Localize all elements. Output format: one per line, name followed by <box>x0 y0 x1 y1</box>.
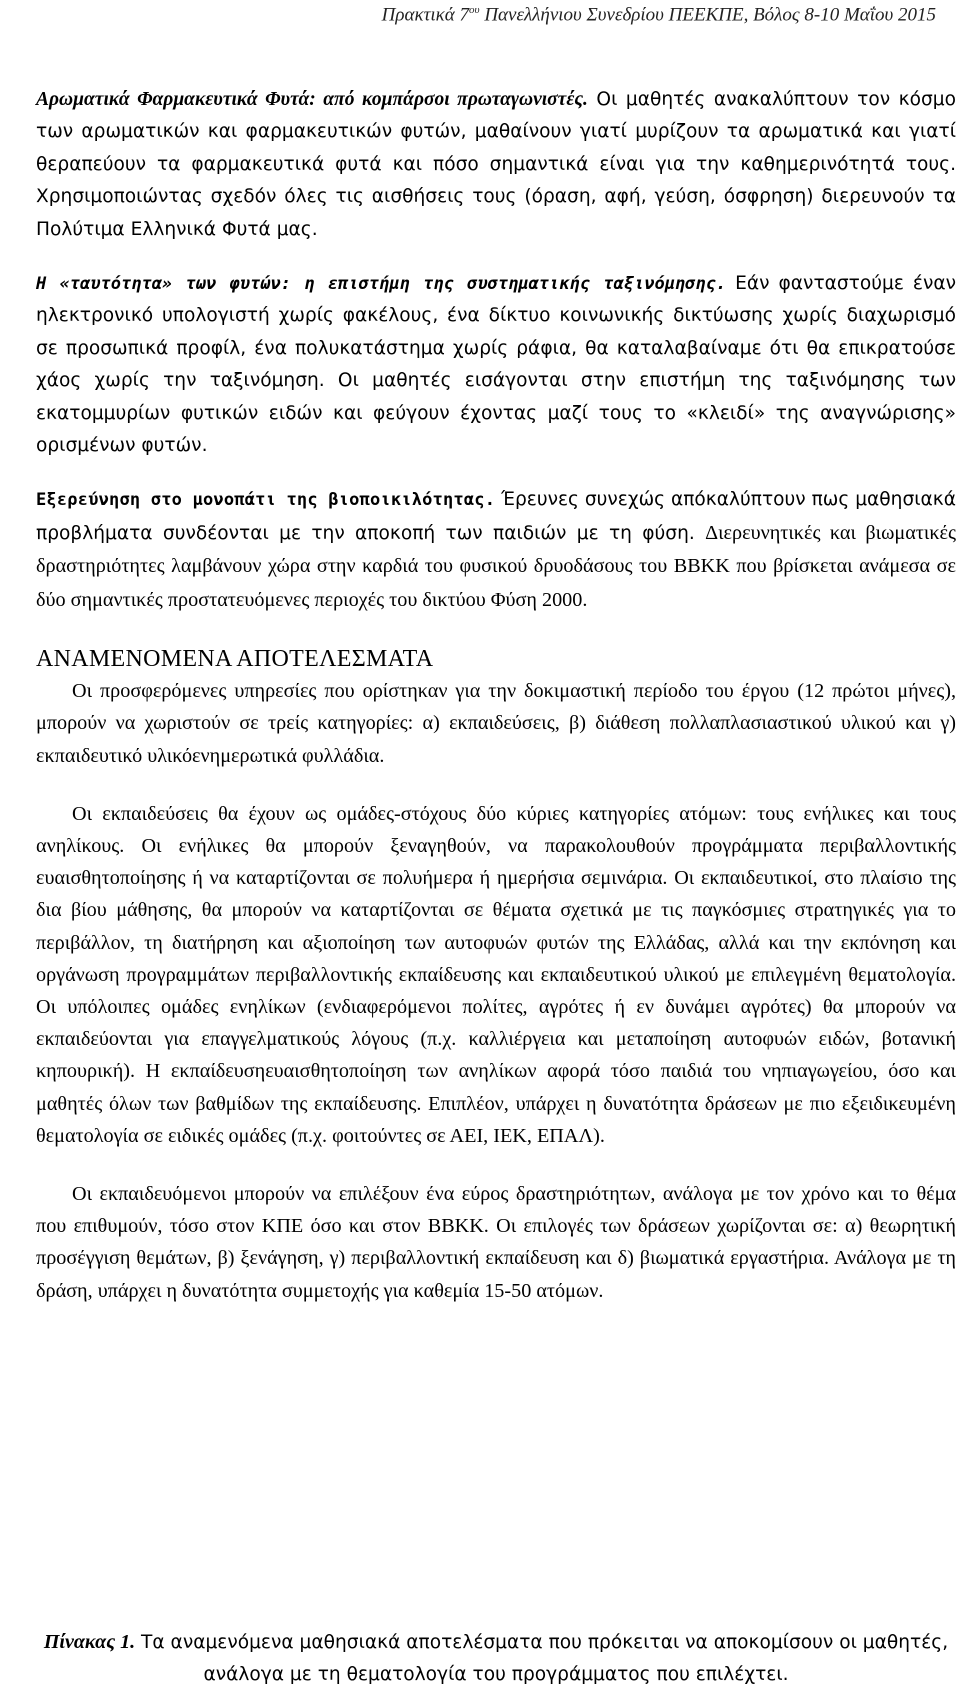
paragraph-trainees: Οι εκπαιδευόμενοι μπορούν να επιλέξουν ένα εύρος δραστηριότητων, ανάλογα με τον χρόνο και το θέμα που επιθυμούν, τόσο στον ΚΠΕ όσο και στον ΒΒΚΚ. Οι επιλογές των δράσεων χωρίζονται σε: α) θεωρητική προσέγγιση θεμάτων, β) ξενάγηση, γ) περιβαλλοντική εκπαίδευση και δ) βιωματικά εργαστήρια. Ανάλογα με τη δράση, υπάρχει η δυνατότητα συμμετοχής για καθεμία 15-50 ατόμων. <box>36 1182 956 1302</box>
paragraph-services: Οι προσφερόμενες υπηρεσίες που ορίστηκαν για την δοκιμαστική περίοδο του έργου (12 πρώτοι μήνες), μπορούν να χωριστούν σε τρείς κατηγορίες: α) εκπαιδεύσεις, β) διάθεση πολλαπλασιαστικού υλικού και γ) εκπαιδευτικό υλικόενημερωτικά φυλλάδια. <box>36 680 956 767</box>
paragraph-title: Η «ταυτότητα» των φυτών: η επιστήμη της συστηματικής ταξινόμησης. <box>36 274 727 295</box>
paragraph-text: Έρευνες συνεχώς απόκαλύπτουν πως μαθησιακά προβλήματα συνδέονται με την αποκοπή των παιδιών με τη φύση. <box>36 489 956 544</box>
paragraph-trainings: Οι εκπαιδεύσεις θα έχουν ως ομάδες-στόχους δύο κύριες κατηγορίες ατόμων: τους ενήλικες και τους ανηλίκους. Οι ενήλικες θα μπορούν ξεναγηθούν, να παρακολουθούν προγράμματα περιβαλλοντικής ευαισθητοποίησης ή να καταρτίζονται σε πολυήμερα ή ημερήσια σεμινάρια. Οι εκπαιδευτικοί, στο πλαίσιο της δια βίου μάθησης, θα μπορούν να καταρτίζονται σε θέματα σχετικά με τις παγκόσμιες στρατηγικές για το περιβάλλον, τη διατήρηση και αξιοποίηση των αυτοφυών φυτών της Ελλάδας, αλλά και την εκπόνηση και οργάνωση προγραμμάτων περιβαλλοντικής εκπαίδευσης και εκπαιδευτικού υλικού με επιλεγμένη θεματολογία. Οι υπόλοιπες ομάδες ενηλίκων (ενδιαφερόμενοι πολίτες, αγρότες ή εν δυνάμει αγρότες) θα μπορούν να εκπαιδεύονται για επαγγελματικούς λόγους (π.χ. καλλιέργεια και μεταποίηση αυτοφυών ειδών, βοτανική κηπουρική). Η εκπαίδευσηευαισθητοποίηση των ανηλίκων αφορά τόσο παιδιά του νηπιαγωγείου, όσο και μαθητές όλων των βαθμίδων της εκπαίδευσης. Επιπλέον, υπάρχει η δυνατότητα δράσεων με πιο εξειδικευμένη θεματολογία σε ειδικές ομάδες (π.χ. φοιτούντες σε ΑΕΙ, ΙΕΚ, ΕΠΑΛ). <box>36 802 956 1147</box>
paragraph-title: Εξερεύνηση στο μονοπάτι της βιοποικιλότητας. <box>36 490 496 511</box>
header-superscript: ου <box>469 4 480 16</box>
paragraph-text-serif: Διερευνητικές και βιωματικές δραστηριότητες λαμβάνουν χώρα στην καρδιά του φυσικού δρυοδάσους του ΒΒΚΚ που βρίσκεται ανάμεσα σε δύο σημαντικές προστατευόμενες περιοχές του δικτύου Φύση 2000. <box>36 521 956 611</box>
paragraph-text: Εάν φανταστούμε έναν ηλεκτρονικό υπολογιστή χωρίς φακέλους, ένα δίκτυο κοινωνικής δικτύωσης χωρίς διαχωρισμό σε προσωπικά προφίλ, ένα πολυκατάστημα χωρίς ράφια, θα καταλαβαίναμε ότι θα επικρατούσε χάος χωρίς την ταξινόμηση. Οι μαθητές εισάγονται στην επιστήμη της ταξινόμησης των εκατομμυρίων φυτικών ειδών και φεύγουν έχοντας μαζί τους το «κλειδί» της αναγνώρισης» ορισμένων φυτών. <box>36 273 956 457</box>
document-body <box>36 84 956 1307</box>
header-text-pre: Πρακτικά 7 <box>381 4 470 26</box>
caption-label: Πίνακας 1. <box>43 1631 136 1653</box>
paragraph-plant-identity <box>36 268 956 462</box>
section-heading: ΑΝΑΜΕΝΟΜΕΝΑ ΑΠΟΤΕΛΕΣΜΑΤΑ <box>36 646 434 673</box>
running-header <box>0 4 936 26</box>
paragraph-biodiversity-path <box>36 484 956 617</box>
paragraph-title: Αρωματικά Φαρμακευτικά Φυτά: από κομπάρσοι πρωταγωνιστές. <box>36 89 588 110</box>
paragraph-aromatic-plants <box>36 84 956 246</box>
caption-text: Τα αναμενόμενα μαθησιακά αποτελέσματα που πρόκειται να αποκομίσουν οι μαθητές, ανάλογα με τη θεματολογία του προγράμματος που επιλέχτει. <box>135 1632 949 1685</box>
table-caption <box>36 1626 956 1691</box>
header-text-post: Πανελλήνιου Συνεδρίου ΠΕΕΚΠΕ, Βόλος 8-10 Μαΐου 2015 <box>479 4 936 26</box>
paragraph-text: Οι μαθητές ανακαλύπτουν τον κόσμο των αρωματικών και φαρμακευτικών φυτών, μαθαίνουν γιατί μυρίζουν τα αρωματικά και γιατί θεραπεύουν τα φαρμακευτικά φυτά και πόσο σημαντικά είναι για την καθημερινότητά τους. Χρησιμοποιώντας σχεδόν όλες τις αισθήσεις τους (όραση, αφή, γεύση, όσφρηση) διερευνούν τα Πολύτιμα Ελληνικά Φυτά μας. <box>36 89 956 240</box>
